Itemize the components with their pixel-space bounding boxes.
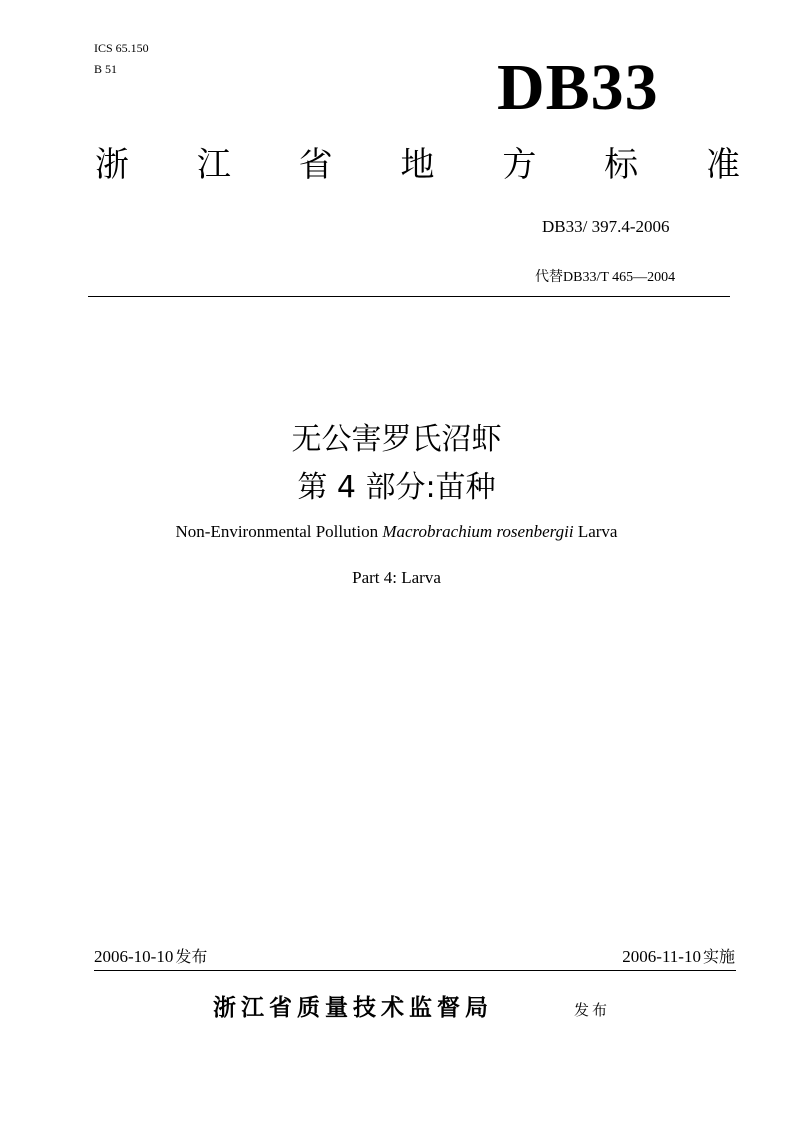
issue-date: 2006-10-10	[94, 947, 174, 966]
title-en-suffix: Larva	[573, 522, 618, 541]
ics-code: ICS 65.150	[94, 41, 149, 55]
issuer-title-char: 浙	[95, 145, 129, 185]
title-cn-line2: 第 4 部分:苗种	[297, 470, 496, 505]
issuer-title-char: 江	[196, 145, 231, 185]
issuer-title	[95, 143, 740, 187]
issuer-title-char: 地	[400, 145, 435, 185]
ccs-code: B 51	[94, 62, 118, 76]
issuer-title-char: 方	[502, 145, 537, 185]
title-en-part: Part 4: Larva	[352, 568, 441, 587]
issue-date-block	[94, 946, 207, 968]
classification-codes	[94, 41, 149, 83]
title-cn-line1: 无公害罗氏沼虾	[291, 422, 502, 457]
standard-code-logo: DB33	[497, 51, 659, 124]
implement-label: 实施	[702, 947, 735, 966]
implement-date-block	[622, 946, 735, 968]
issue-label: 发布	[175, 947, 208, 966]
issuing-authority: 浙江省质量技术监督局	[213, 995, 493, 1021]
implement-date: 2006-11-10	[622, 947, 701, 966]
title-en-prefix: Non-Environmental Pollution	[175, 522, 383, 541]
title-en	[0, 521, 793, 543]
issuer-title-char: 准	[705, 145, 740, 185]
issuer-title-char: 省	[298, 145, 333, 185]
issuing-authority-action: 发布	[574, 1001, 611, 1019]
title-en-species: Macrobrachium rosenbergii	[382, 522, 574, 541]
top-divider	[88, 296, 730, 297]
issuer-title-char: 标	[604, 145, 639, 185]
bottom-divider	[94, 970, 736, 971]
standard-number: DB33/ 397.4-2006	[542, 217, 670, 236]
replaces-standard: 代替DB33/T 465—2004	[535, 270, 676, 285]
